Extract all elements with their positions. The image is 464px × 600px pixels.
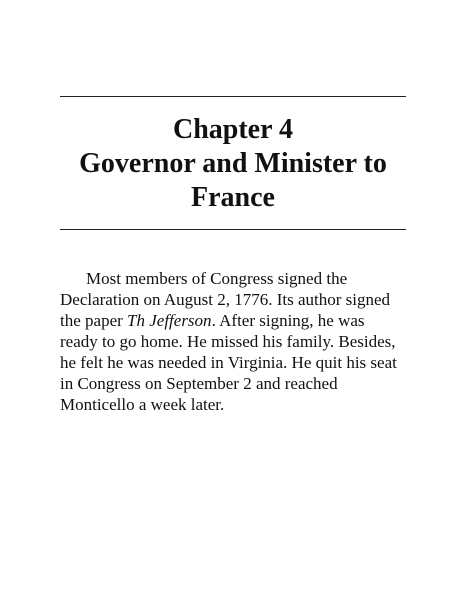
paragraph-line-1: Most members of Congress signed the <box>86 269 348 288</box>
top-divider <box>60 96 406 97</box>
paragraph-line-3-start: the paper <box>60 311 128 330</box>
paragraph-line-5: he felt he was needed in Virginia. He quit his seat <box>60 353 397 372</box>
paragraph-line-2: Declaration on August 2, 1776. Its author signed <box>60 290 391 309</box>
chapter-title-line-2: France <box>191 182 275 213</box>
signature-text: Th Jefferson <box>127 311 212 330</box>
paragraph-line-6: in Congress on September 2 and reached <box>60 374 338 393</box>
paragraph-line-3-end: . After signing, he was <box>211 311 365 330</box>
body-paragraph <box>60 268 412 415</box>
chapter-number: Chapter 4 <box>172 114 294 145</box>
paragraph-line-7: Monticello a week later. <box>60 395 225 414</box>
chapter-title-line-1: Governor and Minister to <box>79 148 387 179</box>
chapter-heading <box>40 113 426 215</box>
paragraph-line-3 <box>60 310 412 331</box>
paragraph-line-4: ready to go home. He missed his family. Besides, <box>60 332 396 351</box>
bottom-divider <box>60 229 406 230</box>
